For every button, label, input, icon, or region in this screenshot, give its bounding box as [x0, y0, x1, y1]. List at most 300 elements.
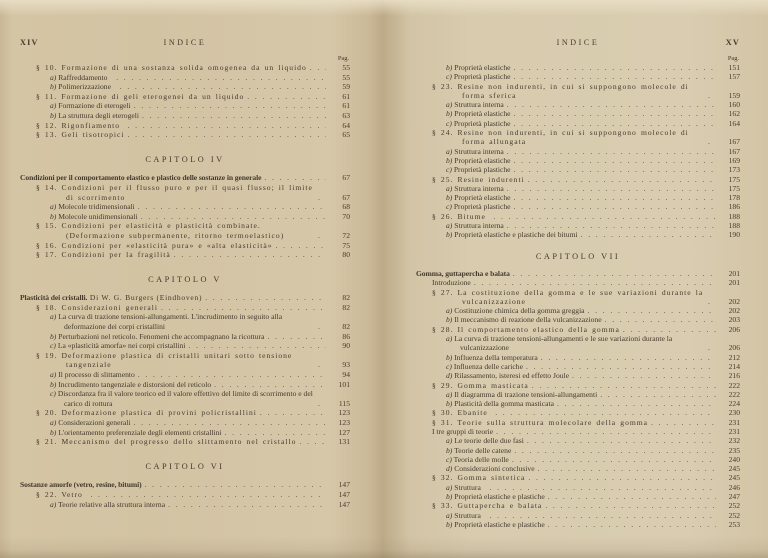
toc-entry: [416, 418, 740, 427]
entry-title: Proprietà elastiche: [454, 109, 511, 119]
entry-label: b): [446, 352, 453, 362]
entry-text: [416, 390, 597, 399]
entry-title: Struttura: [454, 510, 481, 520]
entry-page-number: 175: [728, 174, 740, 184]
entry-label: § 13.: [36, 130, 58, 140]
entry-title: Struttura interna: [454, 221, 504, 231]
entry-label: § 22.: [36, 489, 58, 499]
entry-label: § 10.: [36, 63, 58, 72]
dot-leader: [554, 399, 716, 408]
chapter-heading: CAPITOLO IV: [145, 154, 225, 164]
entry-text: [416, 193, 511, 202]
entry-page-number: 157: [728, 72, 740, 82]
entry-text: [416, 202, 511, 211]
entry-text: [20, 312, 315, 331]
entry-page-number: 123: [338, 408, 350, 418]
entry-title: Resine non indurenti, in cui si suppongono molecole di forma sferica: [457, 81, 689, 100]
entry-label: a): [50, 202, 57, 212]
entry-page-number: 206: [728, 324, 740, 334]
entry-label: b): [446, 63, 453, 72]
dot-leader: [315, 360, 326, 370]
entry-text: [20, 332, 264, 342]
entry-label: d): [446, 464, 453, 474]
entry-label: § 17.: [36, 250, 58, 260]
chapter-heading: CAPITOLO VII: [535, 251, 621, 261]
entry-page-number: 232: [728, 436, 740, 446]
entry-page-number: 68: [342, 202, 350, 212]
dot-leader: [620, 325, 716, 334]
dot-leader: [511, 63, 716, 72]
entry-text: [416, 446, 511, 455]
entry-label: a): [446, 100, 453, 110]
dot-leader: [511, 119, 716, 128]
dot-leader: [511, 202, 716, 211]
toc-entry: [416, 306, 740, 315]
toc-entry: [20, 408, 350, 418]
dot-leader: [315, 399, 326, 409]
entry-page-number: 245: [728, 464, 740, 474]
entry-page-number: 61: [342, 91, 350, 101]
entry-title: Proprietà elastiche: [454, 155, 511, 165]
entry-label: a): [50, 72, 57, 82]
toc-entry: [20, 101, 350, 111]
dot-leader: [705, 343, 716, 352]
entry-label: c): [446, 165, 452, 175]
entry-title: La «plasticità amorfa» nei corpi cristallini: [57, 341, 186, 351]
entry-text: [20, 111, 139, 121]
entry-label: § 14.: [36, 182, 58, 192]
entry-text: [20, 480, 142, 490]
entry-page-number: 202: [728, 296, 740, 306]
entry-page-number: 252: [728, 501, 740, 511]
toc-entry: [416, 371, 740, 380]
dot-leader: [504, 221, 716, 230]
dot-leader: [87, 490, 326, 500]
entry-text: [416, 381, 529, 390]
dot-leader: [705, 137, 716, 146]
entry-text: [416, 427, 493, 436]
entry-page-number: 188: [728, 221, 740, 231]
toc-entry: [20, 241, 350, 251]
entry-title: Guttapercha e balata: [457, 501, 543, 511]
entry-page-number: 252: [728, 510, 740, 520]
toc-entry: [20, 92, 350, 102]
entry-page-number: 240: [728, 454, 740, 464]
entry-page-number: 178: [728, 193, 740, 203]
entry-page-number: 202: [728, 306, 740, 316]
dot-leader: [705, 297, 716, 306]
dot-leader: [542, 501, 716, 510]
dot-leader: [578, 230, 716, 239]
entry-page-number: 127: [338, 427, 350, 437]
entry-label: c): [446, 361, 452, 371]
entry-page-number: 55: [342, 63, 350, 72]
toc-entry: [20, 418, 350, 428]
entry-text: [416, 63, 511, 72]
dot-leader: [524, 436, 716, 445]
entry-title: Rigonfiamento: [61, 120, 121, 130]
entry-title: Rilassamento, isteresi ed effetto Joule: [454, 371, 570, 381]
entry-page-number: 75: [342, 240, 350, 250]
toc-entry: [416, 212, 740, 221]
entry-page-number: 65: [342, 130, 350, 140]
entry-text: [416, 464, 535, 473]
entry-text: [20, 82, 117, 92]
toc-entry: [416, 119, 740, 128]
folio-number: XV: [725, 38, 740, 47]
entry-page-number: 186: [728, 202, 740, 212]
entry-title: La curva di trazione tensioni-allungamenti e le sue variazioni durante la vulcanizzazione: [454, 334, 673, 353]
toc-entry: [20, 82, 350, 92]
dot-leader: [165, 500, 326, 510]
entry-label: § 15.: [36, 221, 58, 231]
toc-entry: [416, 193, 740, 202]
entry-title: Introduzione: [432, 278, 471, 288]
dot-leader: [124, 130, 326, 140]
entry-title: Condizioni per elasticità e plasticità combinate. (Deformazione subpermanente, ritorno termoelastico): [61, 221, 285, 240]
dot-leader: [138, 212, 326, 222]
entry-text: [416, 147, 504, 156]
entry-label: b): [50, 110, 57, 120]
entry-title: Proprietà elastiche e plastiche: [454, 519, 545, 529]
toc-entry: [20, 221, 350, 240]
toc-entry: [416, 288, 740, 307]
entry-text: [416, 128, 705, 147]
toc-entry: [416, 353, 740, 362]
entry-text: [416, 221, 504, 230]
entry-label: b): [50, 82, 57, 92]
entry-text: [416, 520, 545, 529]
page-header-right: [416, 38, 740, 50]
dot-leader: [545, 520, 716, 529]
entry-text: [416, 399, 554, 408]
dot-leader: [261, 173, 326, 183]
entry-text: [416, 436, 524, 445]
dot-leader: [511, 165, 716, 174]
dot-leader: [585, 306, 716, 315]
entry-title: Influenza della temperatura: [454, 352, 538, 362]
dot-leader: [705, 91, 716, 100]
entry-text: [416, 492, 545, 501]
entry-title: Influenza delle cariche: [453, 361, 523, 371]
toc-entry: [20, 500, 350, 510]
entry-page-number: 224: [728, 399, 740, 409]
entry-title: La curva di trazione tensioni-allungamenti. L'incrudimento in seguito alla deformazione dei corpi cristallini: [58, 312, 283, 332]
entry-page-number: 147: [338, 489, 350, 499]
entry-text: [416, 306, 585, 315]
entry-label: a): [50, 312, 57, 322]
entry-label: d): [446, 371, 453, 381]
toc-entry: [416, 156, 740, 165]
entry-text: [20, 183, 315, 202]
entry-label: b): [50, 211, 57, 221]
entry-page-number: 173: [728, 165, 740, 175]
entry-text: [416, 334, 705, 353]
entry-title: Il meccanismo di reazione della vulcanizzazione: [454, 315, 602, 325]
entry-text: [20, 428, 222, 438]
entry-page-number: 201: [728, 278, 740, 288]
entry-label: b): [50, 331, 57, 341]
entry-title: Molecole unidimensionali: [58, 211, 138, 221]
entry-title: Polimerizzazione: [58, 82, 111, 92]
entry-title: Teoria delle molle: [453, 454, 509, 464]
dot-leader: [211, 380, 326, 390]
entry-label: c): [446, 202, 452, 212]
dot-leader: [597, 390, 716, 399]
entry-label: c): [446, 118, 452, 128]
dot-leader: [113, 73, 326, 83]
entry-label: § 28.: [432, 324, 454, 334]
dot-leader: [511, 72, 716, 81]
entry-label: b): [446, 445, 453, 455]
toc-entry: [416, 390, 740, 399]
entry-label: § 23.: [432, 81, 454, 91]
entry-label: b): [446, 155, 453, 165]
entry-text: [20, 202, 135, 212]
entry-label: § 12.: [36, 120, 58, 130]
toc-entry: [20, 63, 350, 73]
entry-page-number: 216: [728, 371, 740, 381]
entry-title: Proprietà elastiche: [454, 193, 511, 203]
dot-leader: [529, 381, 716, 390]
dot-leader: [202, 293, 326, 303]
dot-leader: [117, 82, 326, 92]
folio-number: XIV: [20, 38, 39, 47]
entry-page-number: 123: [338, 418, 350, 427]
toc-entry: [416, 175, 740, 184]
entry-page-number: 61: [342, 101, 350, 111]
entry-label: a): [446, 146, 453, 156]
running-title: INDICE: [556, 38, 600, 47]
entry-page-number: 214: [728, 361, 740, 371]
entry-title: Raffreddamento: [58, 72, 108, 82]
toc-entry: [416, 464, 740, 473]
entry-text: [416, 315, 602, 324]
entry-text: [416, 100, 504, 109]
entry-title: Formazione di eterogeli: [58, 101, 131, 111]
page-header-left: [20, 38, 350, 50]
entry-label: c): [446, 454, 452, 464]
dot-leader: [504, 147, 716, 156]
entry-label: c): [50, 389, 56, 399]
entry-label: b): [50, 379, 57, 389]
dot-leader: [511, 109, 716, 118]
entry-title: Resine non indurenti, in cui si suppongono molecole di forma allungata: [457, 128, 689, 147]
toc-entry: [416, 520, 740, 529]
entry-text: [20, 63, 307, 73]
entry-title: Plasticità dei cristalli.: [20, 293, 88, 303]
entry-page-number: 115: [338, 398, 350, 408]
entry-text: [20, 370, 135, 380]
toc-entry: [416, 483, 740, 492]
dot-leader: [315, 231, 326, 241]
toc-entry: [20, 111, 350, 121]
toc-entry: [20, 428, 350, 438]
entry-text: [416, 408, 492, 417]
entry-title: Geli tisotropici: [61, 130, 125, 140]
entry-text: [20, 173, 261, 183]
toc-entry: [416, 100, 740, 109]
entry-label: a): [50, 418, 57, 427]
toc-entry: [416, 184, 740, 193]
entry-text: [20, 130, 124, 140]
toc-entry: [20, 250, 350, 260]
pag-abbrev: Pag.: [337, 55, 349, 62]
entry-label: c): [446, 72, 452, 82]
dot-leader: [538, 353, 716, 362]
toc-entry: [20, 293, 350, 303]
entry-text: [20, 351, 315, 370]
entry-page-number: 222: [728, 380, 740, 390]
entry-title: Condizioni per il flusso puro e per il quasi flusso; il limite di scorrimento: [61, 182, 313, 202]
toc-entry: [416, 315, 740, 324]
toc-entry: [20, 73, 350, 83]
entry-text: [20, 92, 244, 102]
dot-leader: [511, 193, 716, 202]
entry-text: [20, 437, 296, 447]
toc-entry: [416, 128, 740, 147]
toc-entry: [416, 325, 740, 334]
toc-entry: [416, 82, 740, 101]
entry-title: Bitume: [457, 211, 486, 221]
dot-leader: [142, 480, 326, 490]
entry-page-number: 64: [342, 120, 350, 130]
dot-leader: [273, 241, 326, 251]
entry-page-number: 247: [728, 492, 740, 502]
entry-text: [416, 269, 510, 278]
entry-label: a): [446, 306, 453, 316]
entry-page-number: 67: [342, 173, 350, 183]
entry-label: § 25.: [432, 174, 454, 184]
entry-page-number: 245: [728, 473, 740, 483]
entry-title: Deformazione plastica di cristalli unitari sotto tensione tangenziale: [61, 350, 293, 370]
entry-text: [416, 72, 511, 81]
entry-title: Il comportamento elastico della gomma: [457, 324, 620, 334]
entry-title: Teorie relative alla struttura interna: [58, 499, 166, 509]
entry-text: [20, 408, 257, 418]
chapter-heading: CAPITOLO VI: [145, 461, 225, 471]
entry-text: [416, 230, 578, 239]
entry-text: [416, 175, 525, 184]
dot-leader: [492, 408, 716, 417]
toc-entry: [416, 334, 740, 353]
toc-entry: [416, 427, 740, 436]
entry-label: a): [50, 499, 57, 509]
dot-leader: [222, 428, 326, 438]
toc-entry: [20, 351, 350, 370]
dot-leader: [511, 446, 716, 455]
toc-entry: [416, 473, 740, 482]
entry-page-number: 164: [728, 118, 740, 128]
toc-entry: [416, 492, 740, 501]
entry-title: Meccanismo del progresso dello slittamento nel cristallo: [61, 437, 297, 447]
dot-leader: [511, 156, 716, 165]
entry-title: Incrudimento tangenziale e distorsioni del reticolo: [58, 379, 212, 389]
dot-leader: [315, 322, 326, 332]
entry-page-number: 82: [342, 293, 350, 303]
entry-page-number: 63: [342, 110, 350, 120]
entry-label: a): [50, 370, 57, 380]
dot-leader: [307, 63, 326, 73]
entry-text: [416, 473, 525, 482]
entry-text: [20, 303, 158, 313]
dot-leader: [648, 418, 716, 427]
entry-label: § 21.: [36, 437, 58, 447]
entry-text: [416, 418, 648, 427]
entry-page-number: 80: [342, 250, 350, 260]
toc-entry: [20, 370, 350, 380]
entry-page-number: 101: [338, 379, 350, 389]
dot-leader: [602, 315, 716, 324]
dot-leader: [510, 269, 716, 278]
entry-label: b): [446, 230, 453, 240]
entry-page-number: 253: [728, 519, 740, 529]
entry-text: [416, 353, 538, 362]
entry-title: Proprietà plastiche: [453, 72, 511, 82]
entry-text: [416, 278, 471, 287]
entry-text: [416, 82, 705, 101]
entry-text: [416, 455, 509, 464]
entry-title: Proprietà plastiche: [453, 202, 511, 212]
entry-label: § 26.: [432, 211, 454, 221]
toc-list-left: [20, 63, 350, 509]
entry-label: § 29.: [432, 380, 454, 390]
entry-label: b): [446, 109, 453, 119]
entry-label: § 20.: [36, 408, 58, 418]
entry-text: [20, 341, 185, 351]
entry-label: b): [446, 315, 453, 325]
entry-label: a): [446, 334, 453, 344]
entry-title: Struttura: [454, 482, 481, 492]
entry-page-number: 167: [728, 146, 740, 156]
entry-page-number: 59: [342, 82, 350, 92]
entry-page-number: 131: [338, 437, 350, 447]
toc-entry: [20, 173, 350, 183]
dot-leader: [158, 303, 326, 313]
entry-page-number: 162: [728, 109, 740, 119]
entry-title: Teorie delle catene: [454, 445, 512, 455]
toc-entry: [20, 389, 350, 408]
entry-page-number: 167: [728, 137, 740, 147]
entry-text: [416, 212, 490, 221]
entry-page-number: 169: [728, 155, 740, 165]
toc-entry: [416, 165, 740, 174]
entry-label: a): [446, 436, 453, 446]
entry-page-number: 151: [728, 63, 740, 72]
entry-title: Perturbazioni nel reticolo. Fenomeni che accompagnano la ricottura: [58, 331, 265, 341]
entry-label: § 31.: [432, 417, 454, 427]
entry-title: Costituzione chimica della gomma greggia: [454, 306, 585, 316]
dot-leader: [244, 92, 326, 102]
entry-text: [20, 380, 211, 390]
entry-page-number: 159: [728, 90, 740, 100]
toc-entry: [416, 436, 740, 445]
entry-text: [416, 371, 569, 380]
entry-text: [20, 101, 131, 111]
entry-title: L'orientamento preferenziale degli elementi cristallini: [58, 427, 222, 437]
entry-title: Struttura interna: [454, 100, 504, 110]
toc-entry: [20, 480, 350, 490]
toc-entry: [416, 72, 740, 81]
entry-title: Condizioni per il comportamento elastico e plastico delle sostanze in generale: [20, 173, 262, 183]
entry-label: b): [446, 519, 453, 529]
entry-label: a): [50, 101, 57, 111]
entry-page-number: 94: [342, 370, 350, 380]
toc-entry: [416, 278, 740, 287]
entry-label: c): [50, 341, 56, 351]
dot-leader: [545, 492, 716, 501]
entry-text: [416, 184, 504, 193]
